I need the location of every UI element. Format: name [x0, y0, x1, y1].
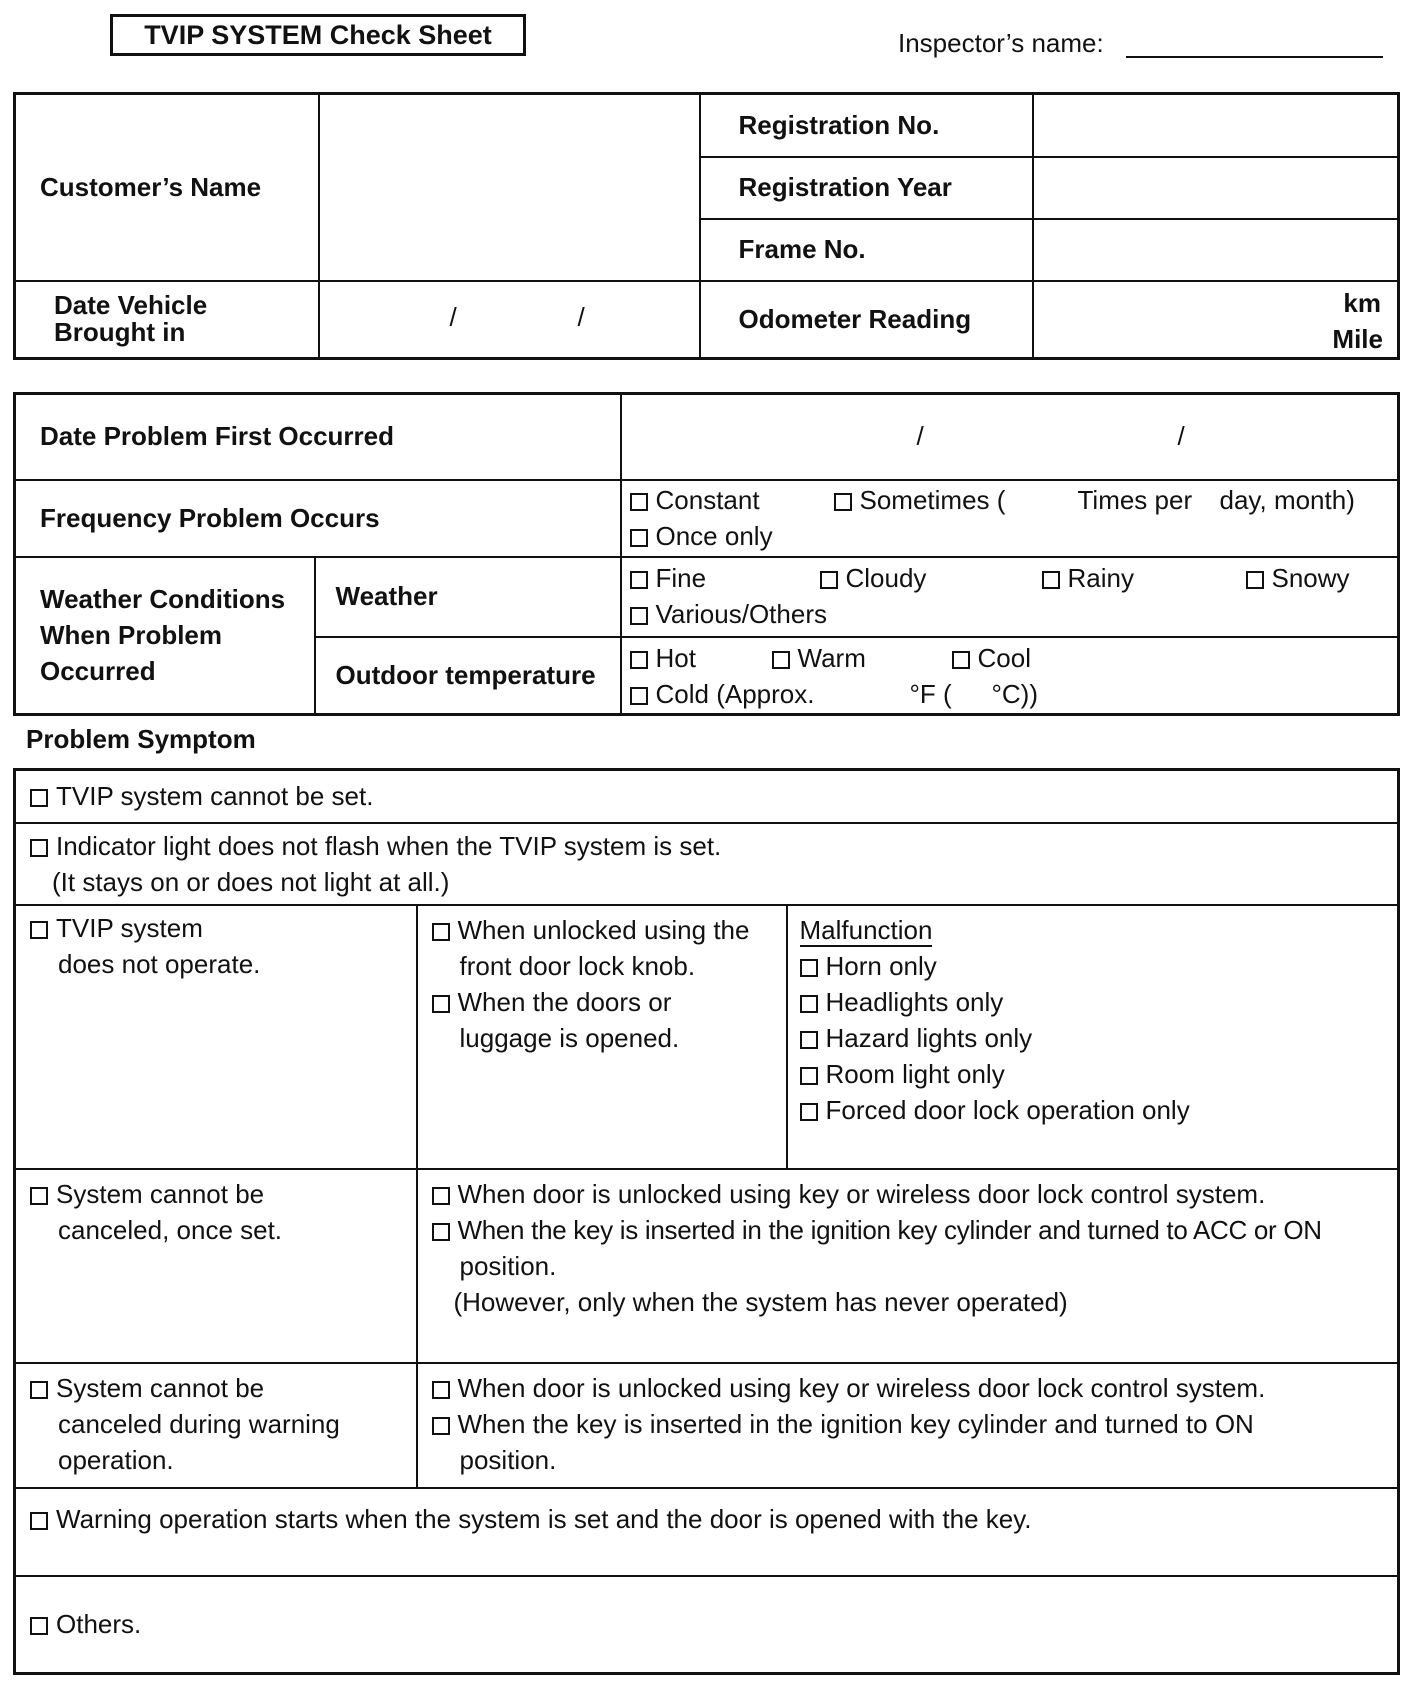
- option-label: When door is unlocked using key or wireless door lock control system.: [457, 1178, 1266, 1209]
- malf-forced-option[interactable]: [800, 1092, 1398, 1128]
- when-doors-option[interactable]: [432, 984, 786, 1020]
- registration-year-field[interactable]: [1033, 157, 1399, 219]
- cancel-warn-b-option[interactable]: [432, 1406, 1398, 1442]
- option-label: Once only: [655, 520, 773, 551]
- option-label: Fine: [655, 562, 707, 593]
- cancel-once-a-option[interactable]: [432, 1176, 1398, 1212]
- option-label: Cold (Approx.: [655, 678, 815, 709]
- symptom-not-operate: [15, 905, 417, 1169]
- option-label: Warning operation starts when the system is set and the door is opened with the key.: [56, 1503, 1032, 1534]
- checkbox[interactable]: [952, 651, 970, 669]
- weather-snowy-option[interactable]: [1246, 560, 1350, 596]
- weather-various-option[interactable]: [630, 596, 827, 632]
- date-brought-label: [15, 281, 319, 359]
- unit-km: km: [1343, 287, 1381, 318]
- checkbox[interactable]: [30, 921, 48, 939]
- frame-no-label: Frame No.: [700, 219, 1033, 281]
- checkbox[interactable]: [1246, 571, 1264, 589]
- temp-hot-option[interactable]: [630, 640, 696, 676]
- temperature-label: Outdoor temperature: [315, 637, 621, 715]
- option-label: Various/Others: [655, 598, 827, 629]
- checkbox[interactable]: [630, 651, 648, 669]
- others-option[interactable]: [30, 1606, 1397, 1642]
- freq-day-month: day, month): [1219, 484, 1355, 515]
- symptom-cancel-once: [15, 1169, 417, 1363]
- option-label: When door is unlocked using key or wireless door lock control system.: [457, 1372, 1266, 1403]
- date-brought-label-line1: Date Vehicle: [54, 290, 208, 321]
- option-label: Headlights only: [825, 986, 1004, 1017]
- registration-no-field[interactable]: [1033, 94, 1399, 157]
- not-operate-conditions: [417, 905, 787, 1169]
- symptom-indicator-option[interactable]: [30, 828, 1397, 864]
- checkbox[interactable]: [630, 529, 648, 547]
- checkbox[interactable]: [30, 1187, 48, 1205]
- customer-name-label: Customer’s Name: [15, 94, 319, 281]
- option-label: Forced door lock operation only: [825, 1094, 1190, 1125]
- cancel-once-b-note: (However, only when the system has never operated): [453, 1286, 1068, 1317]
- symptom-cannot-set: [15, 770, 1399, 823]
- weather-rainy-option[interactable]: [1042, 560, 1134, 596]
- option-label: Cloudy: [845, 562, 927, 593]
- checkbox[interactable]: [432, 995, 450, 1013]
- weather-cond-line3: Occurred: [40, 656, 156, 687]
- malf-headlights-option[interactable]: [800, 984, 1398, 1020]
- checkbox[interactable]: [800, 959, 818, 977]
- option-label: When unlocked using the: [457, 914, 750, 945]
- weather-cond-line1: Weather Conditions: [40, 584, 286, 615]
- cancel-once-line2: canceled, once set.: [58, 1214, 283, 1245]
- option-label: TVIP system cannot be set.: [56, 781, 374, 812]
- customer-name-field[interactable]: [319, 94, 700, 281]
- checkbox[interactable]: [800, 1031, 818, 1049]
- cancel-warn-line2: canceled during warning: [58, 1408, 340, 1439]
- symptom-not-operate-line2: does not operate.: [58, 948, 261, 979]
- option-label: TVIP system: [56, 912, 203, 943]
- malf-horn-option[interactable]: [800, 948, 1398, 984]
- symptom-warning-starts: [15, 1488, 1399, 1576]
- warning-starts-option[interactable]: [30, 1501, 1397, 1537]
- date-first-field[interactable]: [621, 394, 1399, 480]
- freq-sometimes-option[interactable]: [834, 482, 1006, 518]
- temp-warm-option[interactable]: [772, 640, 866, 676]
- checkbox[interactable]: [630, 571, 648, 589]
- checkbox[interactable]: [30, 839, 48, 857]
- temp-cool-option[interactable]: [952, 640, 1031, 676]
- frequency-options: [621, 480, 1399, 557]
- checkbox[interactable]: [630, 607, 648, 625]
- freq-once-option[interactable]: [630, 518, 773, 554]
- weather-conditions-label: [15, 557, 315, 715]
- option-label: When the doors or: [457, 986, 672, 1017]
- cancel-warn-line3: operation.: [58, 1444, 174, 1475]
- option-label: Others.: [56, 1609, 142, 1640]
- symptom-cannot-set-option[interactable]: [30, 781, 373, 811]
- checkbox[interactable]: [432, 1381, 450, 1399]
- option-label: Cool: [977, 642, 1031, 673]
- symptom-table: [13, 768, 1400, 1675]
- cancel-warn-a-option[interactable]: [432, 1370, 1398, 1406]
- weather-cloudy-option[interactable]: [820, 560, 927, 596]
- symptom-indicator: [15, 823, 1399, 905]
- cancel-once-b-line2: position.: [459, 1250, 557, 1281]
- odometer-label: Odometer Reading: [700, 281, 1033, 359]
- inspector-label: Inspector’s name:: [898, 28, 1104, 58]
- option-label: Snowy: [1271, 562, 1350, 593]
- checkbox[interactable]: [800, 1103, 818, 1121]
- cancel-once-b-option[interactable]: [432, 1212, 1398, 1248]
- checkbox[interactable]: [432, 1223, 450, 1241]
- problem-symptom-heading: Problem Symptom: [26, 724, 256, 754]
- malf-hazard-option[interactable]: [800, 1020, 1398, 1056]
- odometer-field[interactable]: [1033, 281, 1399, 359]
- option-label: System cannot be: [56, 1372, 265, 1403]
- option-label: When the key is inserted in the ignition key cylinder and turned to ACC or ON: [457, 1214, 1322, 1245]
- unit-mile: Mile: [1332, 323, 1383, 354]
- weather-fine-option[interactable]: [630, 560, 707, 596]
- problem-info-table: [13, 392, 1400, 716]
- when-doors-line2: luggage is opened.: [459, 1022, 680, 1053]
- date-slash: /: [916, 421, 924, 451]
- symptom-indicator-note: (It stays on or does not light at all.): [52, 866, 450, 897]
- frequency-label: Frequency Problem Occurs: [15, 480, 621, 557]
- option-label: Horn only: [825, 950, 937, 981]
- checkbox[interactable]: [30, 1381, 48, 1399]
- when-unlocked-line2: front door lock knob.: [459, 950, 696, 981]
- checkbox[interactable]: [1042, 571, 1060, 589]
- frame-no-field[interactable]: [1033, 219, 1399, 281]
- checkbox[interactable]: [820, 571, 838, 589]
- option-label: Hazard lights only: [825, 1022, 1033, 1053]
- symptom-not-operate-option[interactable]: [30, 910, 416, 946]
- temperature-options: [621, 637, 1399, 715]
- symptom-others: [15, 1576, 1399, 1674]
- date-slash: /: [1177, 421, 1185, 451]
- date-slash: /: [449, 301, 457, 332]
- cancel-warn-conditions: [417, 1363, 1399, 1488]
- checkbox[interactable]: [772, 651, 790, 669]
- weather-cond-line2: When Problem: [40, 620, 223, 651]
- option-label: Rainy: [1067, 562, 1134, 593]
- weather-options: [621, 557, 1399, 637]
- inspector-name-field[interactable]: [1126, 56, 1383, 58]
- checkbox[interactable]: [432, 1417, 450, 1435]
- cancel-once-conditions: [417, 1169, 1399, 1363]
- option-label: Hot: [655, 642, 696, 673]
- date-brought-label-line2: Brought in: [54, 317, 186, 348]
- malfunction-heading: Malfunction: [799, 914, 933, 945]
- option-label: System cannot be: [56, 1178, 265, 1209]
- option-label: Warm: [797, 642, 866, 673]
- cancel-warn-option[interactable]: [30, 1370, 416, 1406]
- registration-no-label: Registration No.: [700, 94, 1033, 157]
- freq-times-per: Times per: [1077, 484, 1193, 515]
- checkbox[interactable]: [834, 493, 852, 511]
- malf-room-option[interactable]: [800, 1056, 1398, 1092]
- checkbox[interactable]: [30, 1512, 48, 1530]
- option-label: Sometimes (: [859, 484, 1006, 515]
- checkbox[interactable]: [432, 1187, 450, 1205]
- registration-year-label: Registration Year: [700, 157, 1033, 219]
- weather-label: Weather: [315, 557, 621, 637]
- option-label: Room light only: [825, 1058, 1005, 1089]
- when-unlocked-option[interactable]: [432, 912, 786, 948]
- date-slash: /: [577, 301, 585, 332]
- vehicle-info-table: [13, 92, 1400, 360]
- checkbox[interactable]: [800, 995, 818, 1013]
- checkbox[interactable]: [432, 923, 450, 941]
- option-label: Indicator light does not flash when the TVIP system is set.: [56, 830, 722, 861]
- temp-c-unit: °C)): [991, 678, 1038, 709]
- cancel-once-option[interactable]: [30, 1176, 416, 1212]
- sheet-title: TVIP SYSTEM Check Sheet: [110, 14, 526, 56]
- malfunction-cell: [787, 905, 1399, 1169]
- symptom-cancel-warning: [15, 1363, 417, 1488]
- cancel-warn-b-line2: position.: [459, 1444, 557, 1475]
- option-label: When the key is inserted in the ignition key cylinder and turned to ON: [457, 1408, 1254, 1439]
- checkbox[interactable]: [800, 1067, 818, 1085]
- option-label: Constant: [655, 484, 760, 515]
- checkbox[interactable]: [630, 687, 648, 705]
- date-brought-field[interactable]: [319, 281, 700, 359]
- checkbox[interactable]: [30, 789, 48, 807]
- date-first-label: Date Problem First Occurred: [15, 394, 621, 480]
- temp-f-unit: °F (: [909, 678, 952, 709]
- temp-cold-option[interactable]: [630, 676, 815, 712]
- checkbox[interactable]: [30, 1617, 48, 1635]
- freq-constant-option[interactable]: [630, 482, 760, 518]
- checkbox[interactable]: [630, 493, 648, 511]
